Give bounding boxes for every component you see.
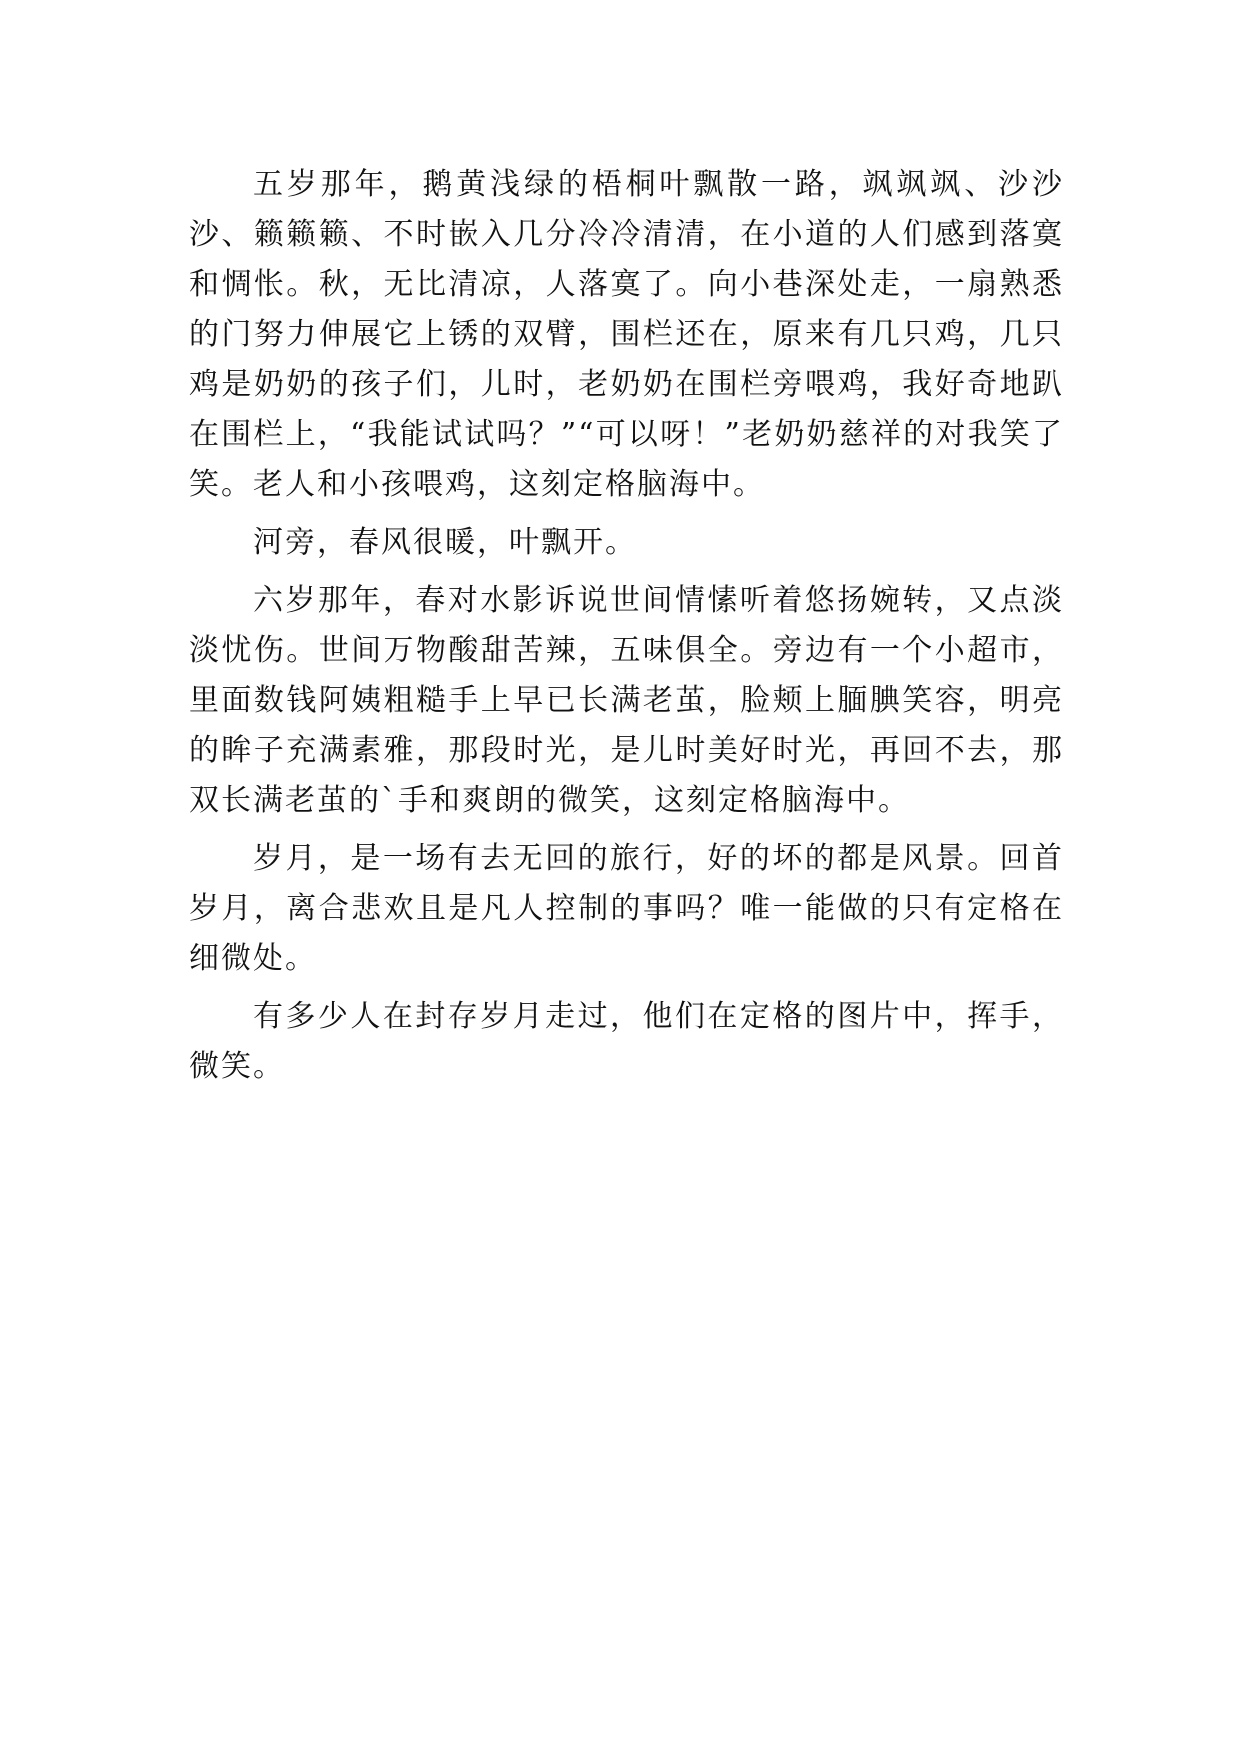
paragraph-4: 岁月，是一场有去无回的旅行，好的坏的都是风景。回首岁月，离合悲欢且是凡人控制的事吗？唯一能做的只有定格在细微处。	[189, 841, 1064, 976]
paragraph-2: 河旁，春风很暖，叶飘开。	[253, 525, 637, 560]
paragraph-3: 六岁那年，春对水影诉说世间情愫听着悠扬婉转，又点淡淡忧伤。世间万物酸甜苦辣，五味俱全。旁边有一个小超市，里面数钱阿姨粗糙手上早已长满老茧，脸颊上腼腆笑容，明亮的眸子充满素雅，那段时光，是儿时美好时光，再回不去，那双长满老茧的`手和爽朗的微笑，这刻定格脑海中。	[189, 583, 1064, 818]
document-body	[189, 160, 1064, 1100]
paragraph-5: 有多少人在封存岁月走过，他们在定格的图片中，挥手，微笑。	[189, 999, 1064, 1084]
paragraph-1: 五岁那年，鹅黄浅绿的梧桐叶飘散一路，飒飒飒、沙沙沙、籁籁籁、不时嵌入几分冷冷清清，在小道的人们感到落寞和惆怅。秋，无比清凉，人落寞了。向小巷深处走，一扇熟悉的门努力伸展它上锈的双臂，围栏还在，原来有几只鸡，几只鸡是奶奶的孩子们，儿时，老奶奶在围栏旁喂鸡，我好奇地趴在围栏上，“我能试试吗？”“可以呀！”老奶奶慈祥的对我笑了笑。老人和小孩喂鸡，这刻定格脑海中。	[189, 167, 1064, 502]
